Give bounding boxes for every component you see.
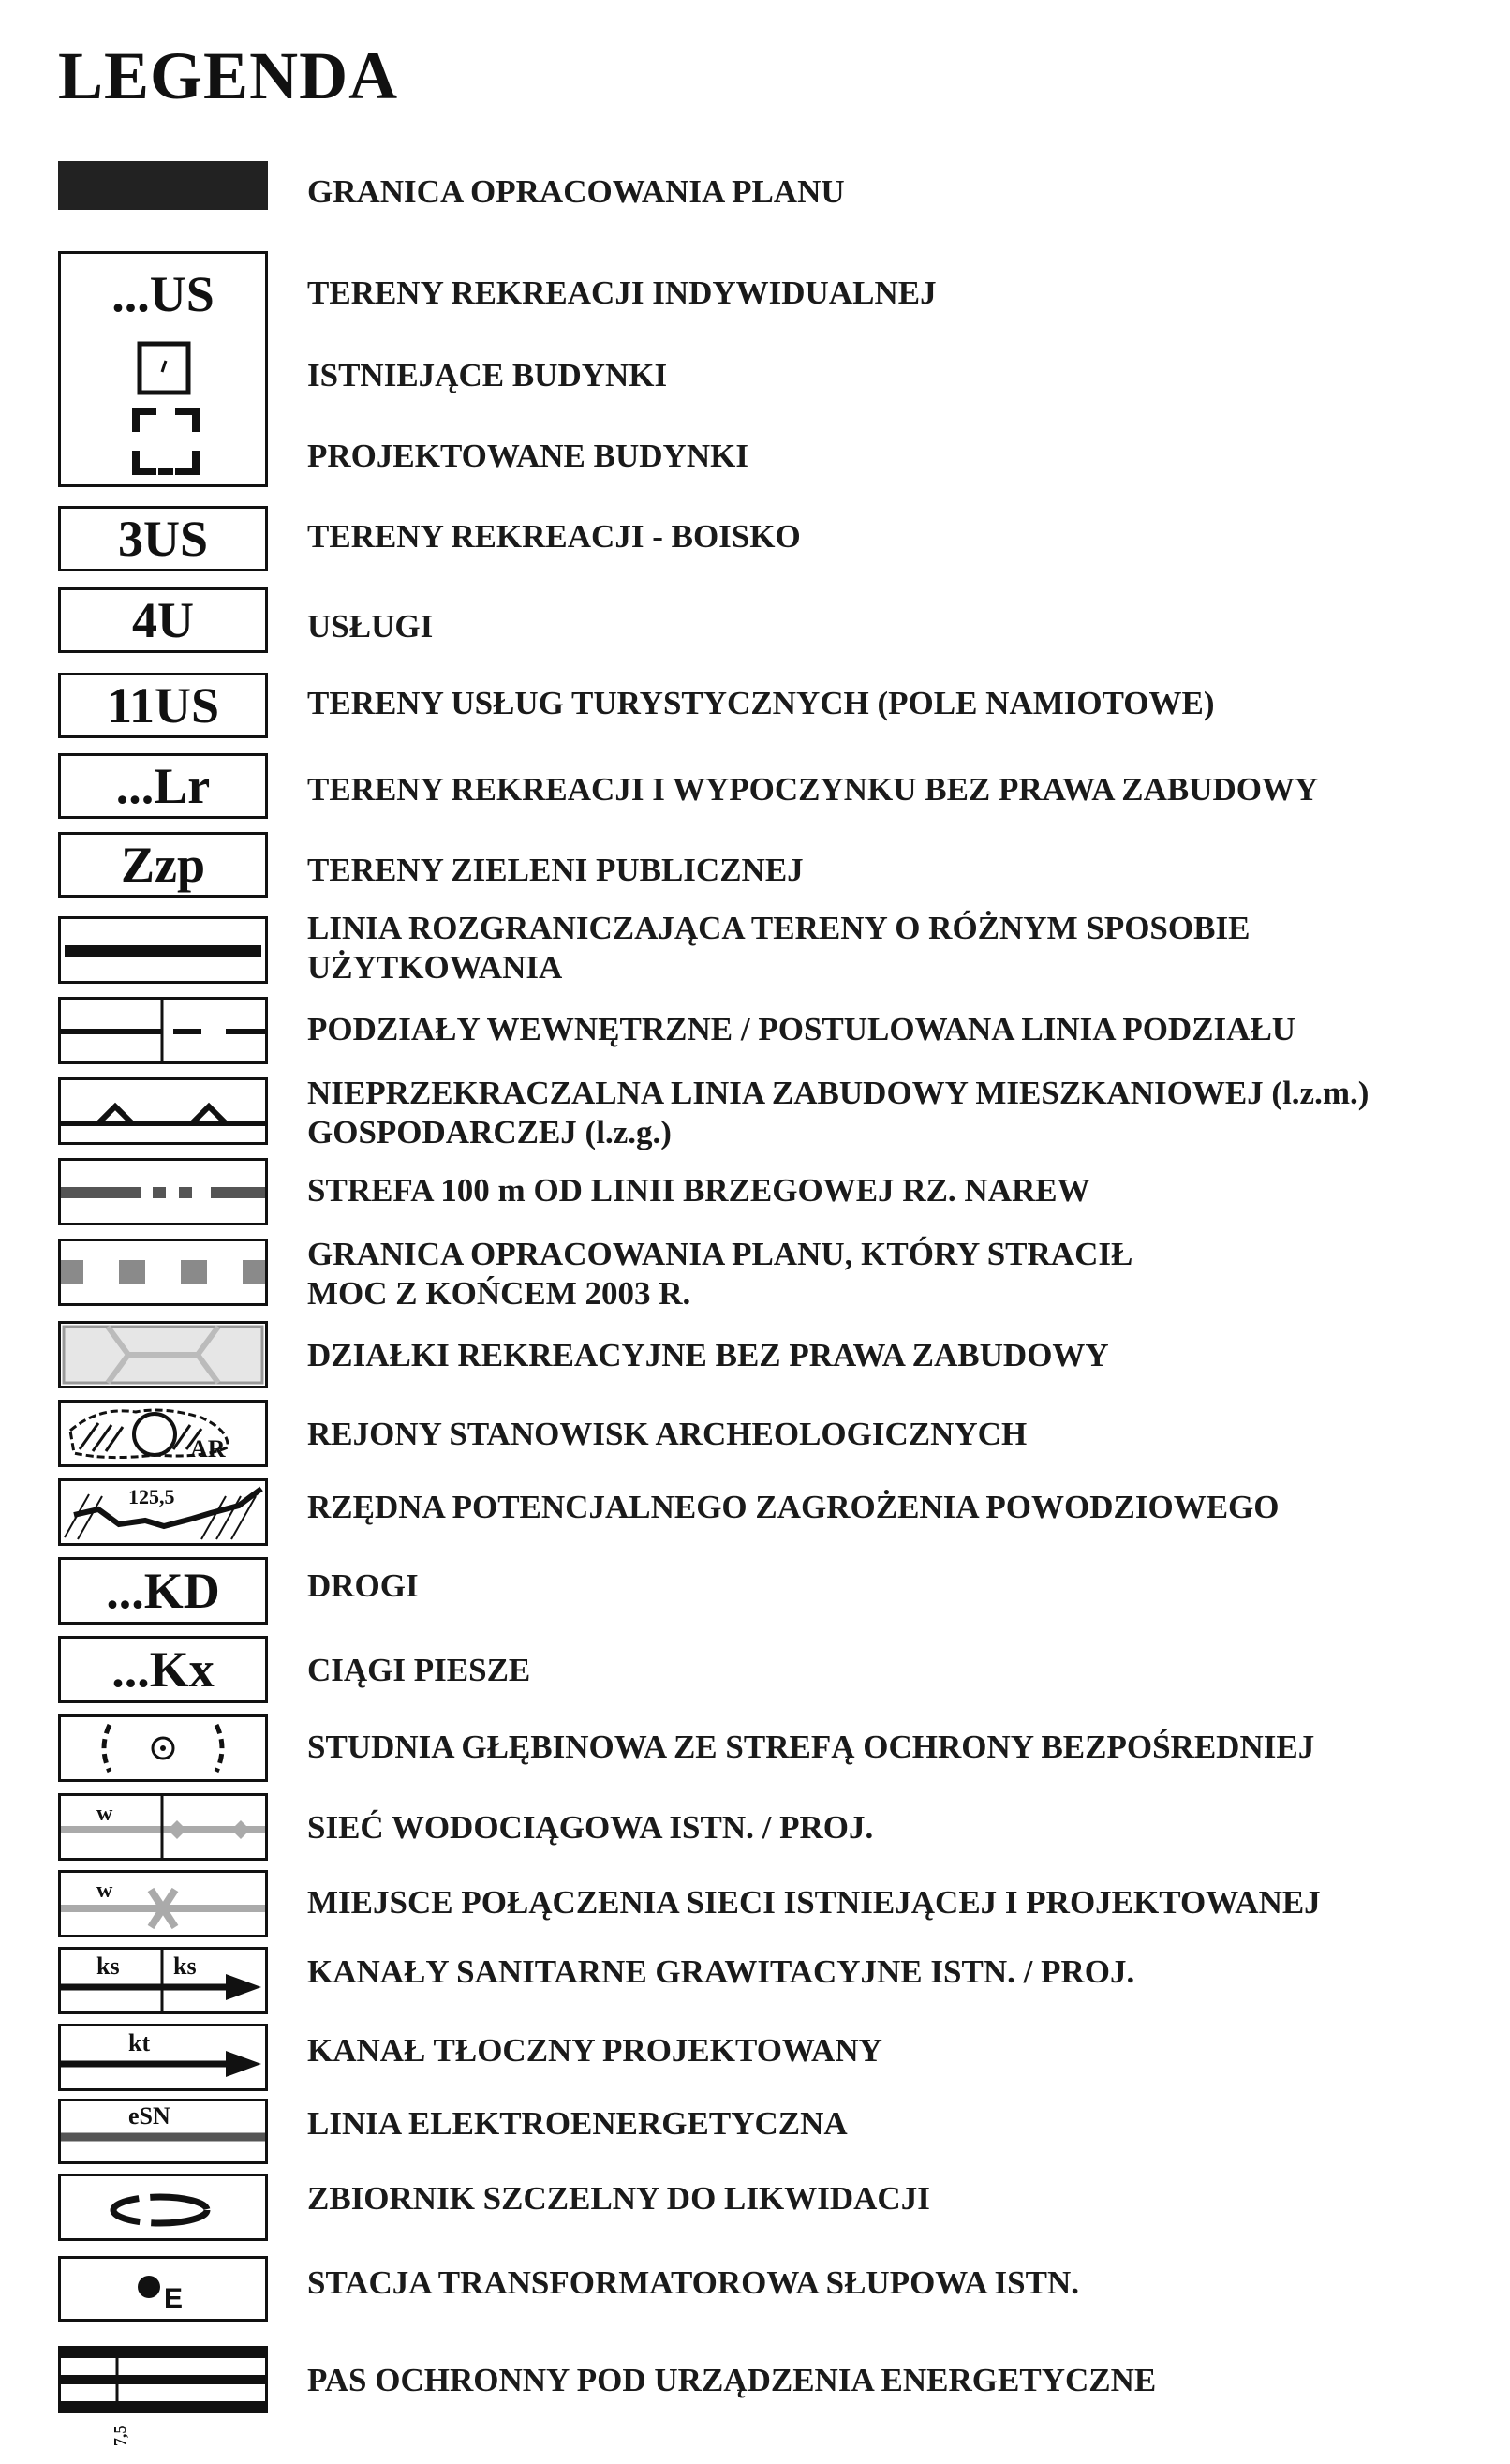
legend-symbol-group (58, 251, 268, 487)
legend-code: 4U (132, 592, 194, 648)
expired-plan-boundary-icon (58, 1239, 268, 1306)
boundary-line-icon (58, 916, 268, 984)
legend-label: TERENY USŁUG TURYSTYCZNYCH (POLE NAMIOTOWE) (307, 685, 1215, 721)
legend-label: KANAŁY SANITARNE GRAWITACYJNE ISTN. / PROJ. (307, 1953, 1135, 1990)
legend-label: TERENY ZIELENI PUBLICZNEJ (307, 852, 804, 888)
legend-label: MOC Z KOŃCEM 2003 R. (307, 1275, 691, 1312)
legend-label: STUDNIA GŁĘBINOWA ZE STREFĄ OCHRONY BEZPOŚREDNIEJ (307, 1729, 1315, 1765)
legend-code-box (58, 753, 268, 819)
legend-code-box (58, 673, 268, 738)
legend-label: GRANICA OPRACOWANIA PLANU, KTÓRY STRACIŁ (307, 1236, 1133, 1272)
legend-label: CIĄGI PIESZE (307, 1652, 531, 1688)
transformer-station-icon (58, 2256, 268, 2322)
legend-label: DROGI (307, 1567, 419, 1604)
planned-building-icon (128, 404, 203, 479)
legend-code-box (58, 832, 268, 898)
legend-label: LINIA ROZGRANICZAJĄCA TERENY O RÓŻNYM SPOSOBIE (307, 910, 1251, 946)
legend-label: RZĘDNA POTENCJALNEGO ZAGROŻENIA POWODZIOWEGO (307, 1489, 1280, 1525)
sewer-code: kt (128, 2029, 151, 2056)
legend-label: DZIAŁKI REKREACYJNE BEZ PRAWA ZABUDOWY (307, 1337, 1109, 1373)
legend-label: USŁUGI (307, 608, 434, 645)
solid-bar-icon (58, 161, 268, 210)
legend-label: ZBIORNIK SZCZELNY DO LIKWIDACJI (307, 2180, 930, 2217)
legend-label: PAS OCHRONNY POD URZĄDZENIA ENERGETYCZNE (307, 2362, 1157, 2398)
legend-code: 3US (117, 511, 209, 567)
legend-code: 11US (106, 677, 220, 734)
legend-code-box (58, 1557, 268, 1625)
well-icon (58, 1714, 268, 1782)
legend-label: REJONY STANOWISK ARCHEOLOGICZNYCH (307, 1416, 1028, 1452)
sanitary-sewer-icon (58, 1947, 268, 2014)
recreational-plots-icon (58, 1321, 268, 1388)
legend-code-box (58, 1636, 268, 1703)
legend-label: PROJEKTOWANE BUDYNKI (307, 438, 748, 474)
archaeology-icon (58, 1400, 268, 1467)
transformer-code: E (164, 2283, 184, 2314)
legend-label: LINIA ELEKTROENERGETYCZNA (307, 2105, 848, 2142)
sewer-code-existing: ks (96, 1952, 120, 1980)
legend-label: KANAŁ TŁOCZNY PROJEKTOWANY (307, 2032, 882, 2069)
network-code: w (96, 1802, 113, 1826)
legend-label: STACJA TRANSFORMATOROWA SŁUPOWA ISTN. (307, 2264, 1079, 2301)
legend-label: NIEPRZEKRACZALNA LINIA ZABUDOWY MIESZKANIOWEJ (l.z.m.) (307, 1075, 1369, 1111)
power-line-code: eSN (128, 2102, 170, 2130)
page-title: LEGENDA (58, 38, 399, 113)
flood-level-value: 125,5 (128, 1485, 175, 1508)
protective-strip-icon (58, 2346, 268, 2446)
legend-code: ...US (111, 266, 215, 322)
legend-label: ISTNIEJĄCE BUDYNKI (307, 357, 668, 393)
legend-code: ...Lr (115, 758, 211, 814)
legend-label: TERENY REKREACJI I WYPOCZYNKU BEZ PRAWA ZABUDOWY (307, 771, 1319, 808)
sealed-tank-icon (58, 2174, 268, 2241)
power-line-icon (58, 2099, 268, 2164)
legend-label: MIEJSCE POŁĄCZENIA SIECI ISTNIEJĄCEJ I PROJEKTOWANEJ (307, 1884, 1321, 1921)
water-network-icon (58, 1793, 268, 1861)
strip-width: 7,5 (111, 2425, 129, 2446)
network-connection-icon (58, 1870, 268, 1937)
legend-label: UŻYTKOWANIA (307, 949, 563, 986)
building-line-icon (58, 1077, 268, 1145)
legend-code-box (58, 506, 268, 571)
legend-code: ...Kx (111, 1641, 215, 1698)
flood-level-icon (58, 1478, 268, 1546)
legend-code: ...KD (106, 1563, 220, 1619)
legend-label: GRANICA OPRACOWANIA PLANU (307, 173, 845, 210)
legend-code: Zzp (120, 837, 206, 893)
existing-building-icon (134, 338, 194, 398)
legend-label: PODZIAŁY WEWNĘTRZNE / POSTULOWANA LINIA PODZIAŁU (307, 1011, 1296, 1047)
legend-label: GOSPODARCZEJ (l.z.g.) (307, 1114, 672, 1150)
legend-label: TERENY REKREACJI - BOISKO (307, 518, 801, 555)
legend-label: STREFA 100 m OD LINII BRZEGOWEJ RZ. NAREW (307, 1172, 1090, 1209)
internal-division-icon (58, 997, 268, 1064)
legend-code-box (58, 587, 268, 653)
legend-label: SIEĆ WODOCIĄGOWA ISTN. / PROJ. (307, 1809, 874, 1846)
archaeology-code: AR (190, 1435, 226, 1462)
legend-label: TERENY REKREACJI INDYWIDUALNEJ (307, 275, 937, 311)
network-code: w (96, 1878, 113, 1903)
shore-zone-icon (58, 1158, 268, 1225)
sewer-code-planned: ks (173, 1952, 197, 1980)
pressure-sewer-icon (58, 2024, 268, 2091)
